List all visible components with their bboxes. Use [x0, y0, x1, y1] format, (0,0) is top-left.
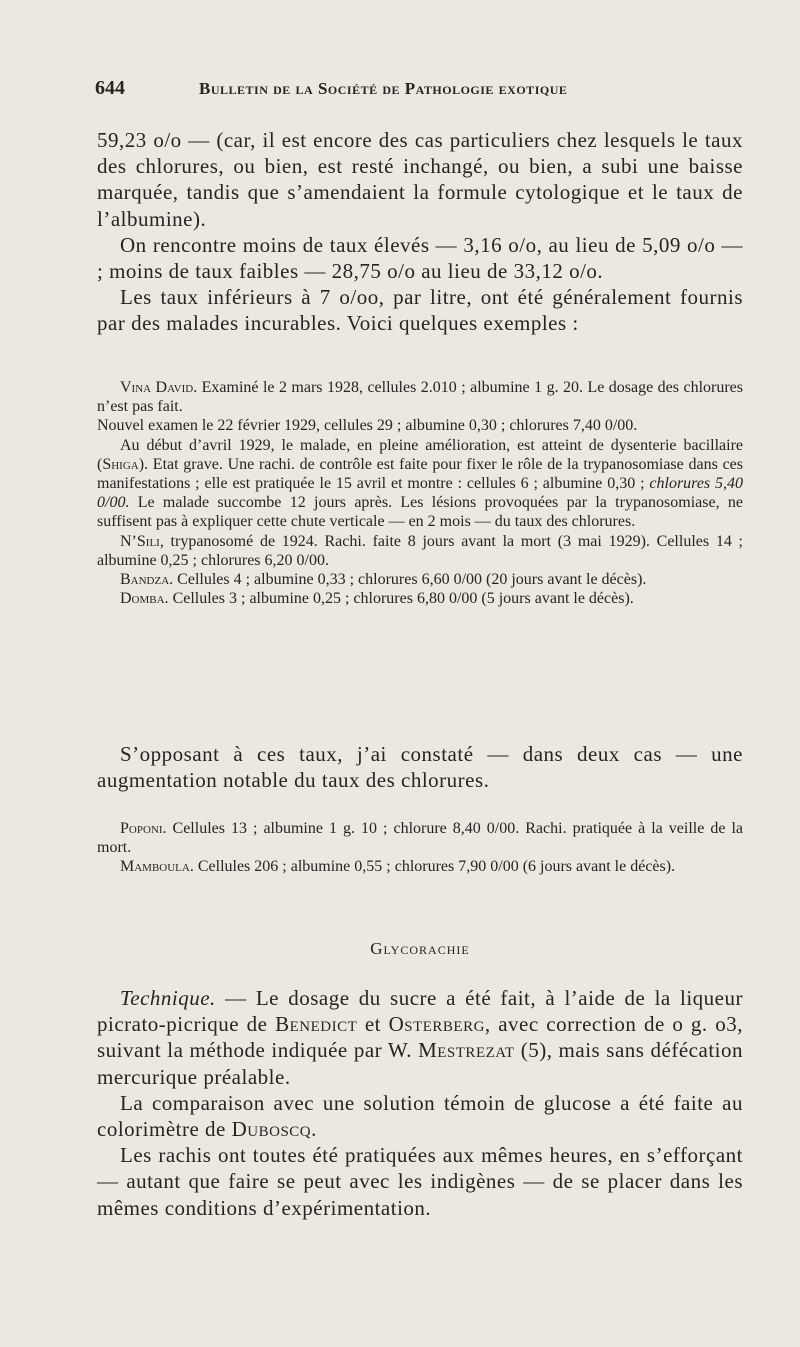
- case-bandza: Bandza. Cellules 4 ; albumine 0,33 ; chlorures 6,60 0/00 (20 jours avant le décès).: [120, 571, 647, 589]
- paragraph-rates: On rencontre moins de taux élevés — 3,16 o/o, au lieu de 5,09 o/o — ; moins de taux faibles — 28,75 o/o au lieu de 33,12 o/o.: [97, 232, 743, 284]
- paragraph-low-rates: Les taux inférieurs à 7 o/oo, par litre, ont été généralement fournis par des malades incurables. Voici quelques exemples :: [97, 285, 743, 336]
- patient-name: N’Sili,: [120, 532, 164, 550]
- case-vina-third-exam: Au début d’avril 1929, le malade, en pleine amélioration, est atteint de dysenterie bacillaire (Shiga). Etat grave. Une rachi. de contrôle est faite pour fixer le rôle de la trypanosomiase dans ces manifestations ; elle est pratiquée le 15 avril et montre : cellules 6 ; albumine 0,30 ; chlorures 5,40 0/00. Le malade succombe 12 jours après. Les lésions provoquées par la trypanosomiase, ne suffisent pas à expliquer cette chute verticale — en 2 mois — du taux des chlorures.: [97, 436, 744, 531]
- running-header: [95, 77, 745, 107]
- case-vina-second-exam: Nouvel examen le 22 février 1929, cellules 29 ; albumine 0,30 ; chlorures 7,40 0/00.: [97, 417, 638, 435]
- author-name: Duboscq: [231, 1117, 312, 1142]
- author-name: Shiga: [102, 455, 139, 473]
- paragraph-increase: S’opposant à ces taux, j’ai constaté — dans deux cas — une augmentation notable du taux des chlorures.: [97, 742, 743, 793]
- patient-name: Vina David.: [120, 379, 198, 396]
- case-vina-david: Vina David. Examiné le 2 mars 1928, cellules 2.010 ; albumine 1 g. 20. Le dosage des chlorures n’est pas fait.: [97, 379, 743, 416]
- case-domba: Domba. Cellules 3 ; albumine 0,25 ; chlorures 6,80 0/00 (5 jours avant le décès).: [120, 590, 634, 608]
- running-title: Bulletin de la Société de Pathologie exotique: [199, 79, 568, 98]
- patient-name: Bandza.: [120, 571, 174, 589]
- technique-label: Technique.: [120, 986, 216, 1010]
- patient-name: Domba.: [120, 590, 169, 608]
- paragraph-continuation: 59,23 o/o — (car, il est encore des cas particuliers chez lesquels le taux des chlorures, ou bien, est resté inchangé, ou bien, a subi une baisse marquée, tandis que s’amendaient la formule cytologique et le taux de l’albumine).: [97, 128, 743, 231]
- author-name: Mestrezat: [418, 1038, 515, 1063]
- section-heading: Glycorachie: [370, 939, 470, 958]
- case-notes-low: [97, 378, 743, 608]
- case-poponi: Poponi. Cellules 13 ; albumine 1 g. 10 ; chlorure 8,40 0/00. Rachi. pratiquée à la veille de la mort.: [97, 820, 743, 857]
- intro-text: [97, 127, 743, 337]
- case-notes-high: [97, 819, 743, 877]
- case-mamboula: Mamboula. Cellules 206 ; albumine 0,55 ; chlorures 7,90 0/00 (6 jours avant le décès).: [120, 858, 676, 876]
- patient-name: Mamboula.: [120, 858, 194, 876]
- italic-value: chlorures 5,40 0/00.: [97, 475, 744, 512]
- page-number: 644: [95, 77, 125, 99]
- paragraph-conditions: Les rachis ont toutes été pratiquées aux mêmes heures, en s’efforçant — autant que faire se peut avec les indigènes — de se placer dans les mêmes conditions d’expérimentation.: [97, 1143, 743, 1220]
- author-name: Benedict: [275, 1012, 358, 1037]
- paragraph-technique: Technique. — Le dosage du sucre a été fait, à l’aide de la liqueur picrato-picrique de Benedict et Osterberg, avec correction de o g. o3, suivant la méthode indiquée par W. Mestrezat (5), mais sans défécation mercurique préalable.: [97, 986, 744, 1089]
- patient-name: Poponi.: [120, 820, 167, 837]
- author-name: Osterberg: [388, 1012, 485, 1037]
- paragraph-comparison: La comparaison avec une solution témoin de glucose a été faite au colorimètre de Duboscq.: [97, 1090, 743, 1142]
- section-text: [97, 985, 743, 1221]
- case-nsili: N’Sili, trypanosomé de 1924. Rachi. faite 8 jours avant la mort (3 mai 1929). Cellules 14 ; albumine 0,25 ; chlorures 6,20 0/00.: [97, 532, 743, 569]
- middle-text: [97, 741, 743, 793]
